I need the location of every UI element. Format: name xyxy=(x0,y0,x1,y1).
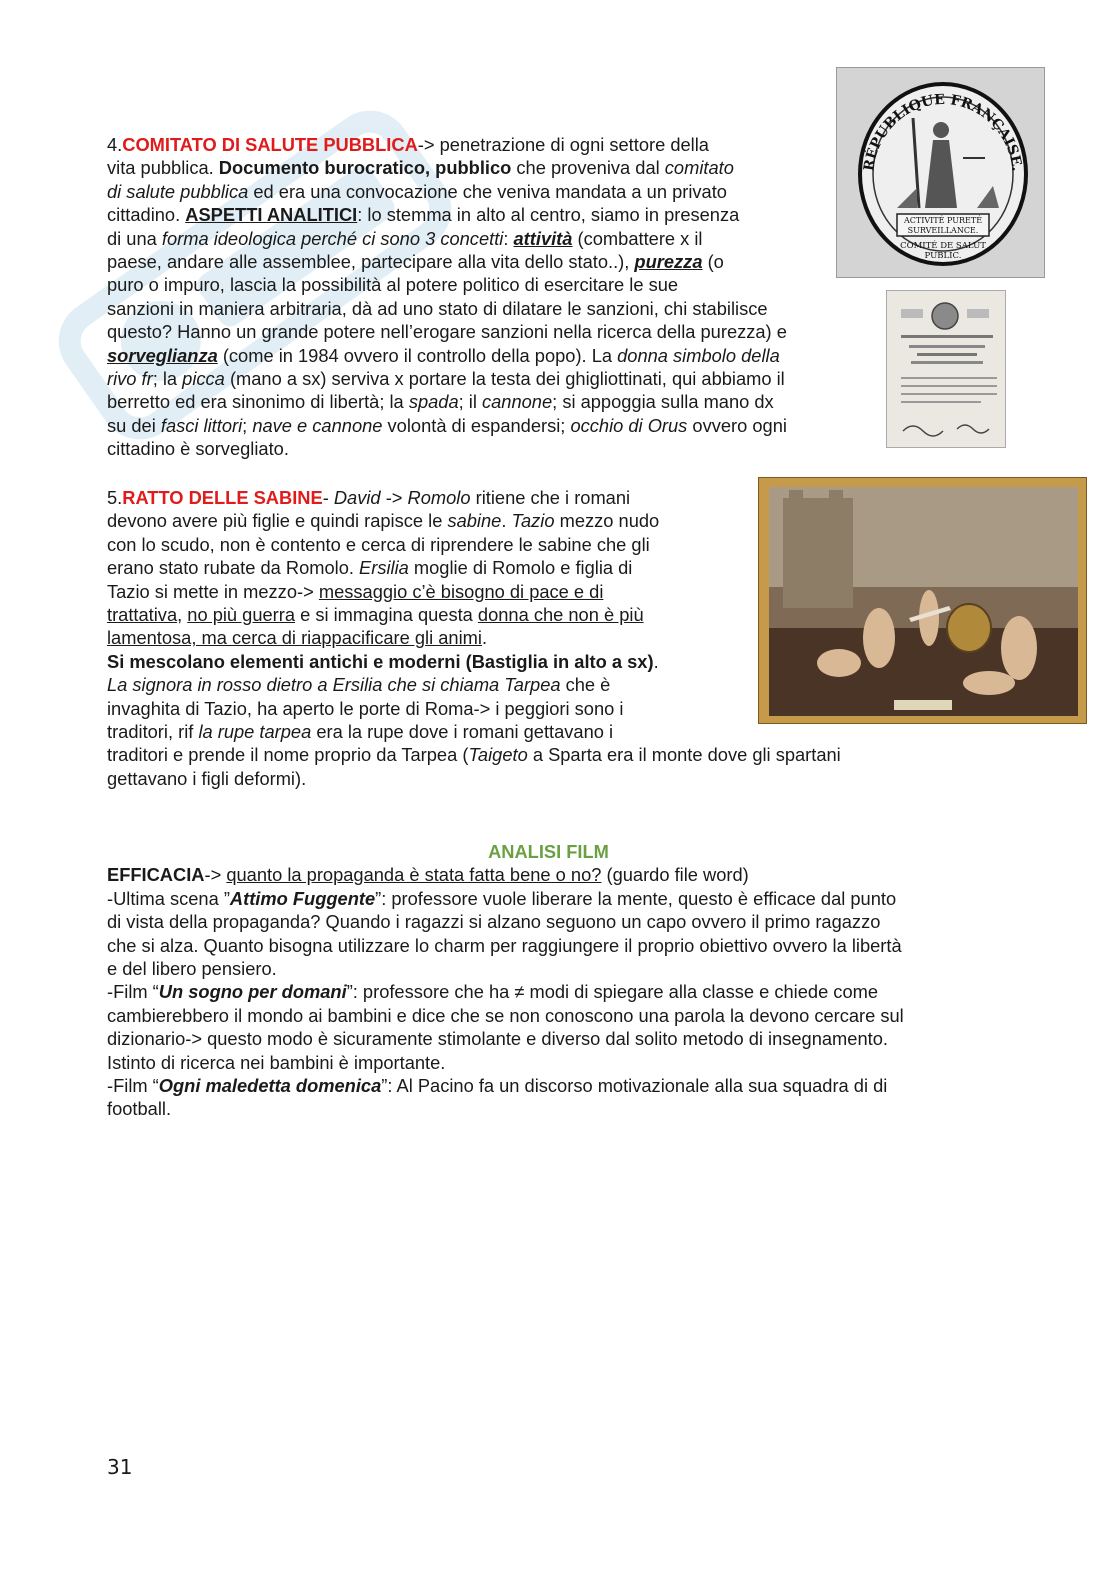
analisi-film-heading: ANALISI FILM xyxy=(488,841,609,862)
analisi-film-section: ANALISI FILM EFFICACIA-> quanto la propaganda è stata fatta bene o no? (guardo file word) -Ultima scena ”Attimo Fuggente”: professore vuole liberare la mente, questo è efficace dal punto di vista della propaganda? Quando i ragazzi si alzano seguono un capo ovvero il primo ragazzo che si alza. Quanto bisogna utilizzare lo charm per raggiungere il proprio obiettivo ovvero la libertà e del libero pensiero. -Film “Un sogno per domani”: professore che ha ≠ modi di spiegare alla classe e chiede come cambierebbero il mondo ai bambini e dice che se non conoscono una parola la devono cercare sul dizionario-> questo modo è sicuramente stimolante e diverso dal solito metodo di insegnamento. Istinto di ricerca nei bambini è importante. -Film “Ogni maledetta domenica”: Al Pacino fa un discorso motivazionale alla sua squadra di di football. xyxy=(107,840,1002,1121)
republique-seal-image xyxy=(836,67,1045,278)
seal-top-text: RÉPUBLIQUE FRANÇAISE. xyxy=(861,91,1025,173)
section-4-number: 4. xyxy=(107,134,123,155)
section-5: 5.RATTO DELLE SABINE- David -> Romolo ritiene che i romani devono avere più figlie e quindi rapisce le sabine. Tazio mezzo nudo con lo scudo, non è contento e cerca di riprendere le sabine che gli erano stato rubate da Romolo. Ersilia moglie di Romolo e figlia di Tazio si mette in mezzo-> messaggio c’è bisogno di pace e di trattativa, no più guerra e si immagina questa donna che non è più lamentosa, ma cerca di riappacificare gli animi. Si mescolano elementi antichi e moderni (Bastiglia in alto a sx). La signora in rosso dietro a Ersilia che si chiama Tarpea che è invaghita di Tazio, ha aperto le porte di Roma-> i peggiori sono i traditori, rif la rupe tarpea era la rupe dove i romani gettavano i traditori e prende il nome proprio da Tarpea (Taigeto a Sparta era il monte dove gli spartani gettavano i figli deformi). xyxy=(107,487,841,789)
svg-text:SURVEILLANCE.: SURVEILLANCE. xyxy=(907,226,979,235)
section-4: 4.COMITATO DI SALUTE PUBBLICA-> penetrazione di ogni settore della vita pubblica. Documento burocratico, pubblico che proveniva dal comitato di salute pubblica ed era una convocazione che veniva mandata a un privato cittadino. ASPETTI ANALITICI: lo stemma in alto al centro, siamo in presenza di una forma ideologica perché ci sono 3 concetti: attività (combattere x il paese, andare alle assemblee, partecipare alla vita dello stato..), purezza (o puro o impuro, lascia la possibilità al potere politico di esercitare le sue sanzioni in maniera arbitraria, dà ad uno stato di dilatare le sanzioni, chi stabilisce questo? Hanno un grande potere nell’erogare sanzioni nella ricerca della purezza) e sorveglianza (come in 1984 ovvero il controllo della popo). La donna simbolo della rivo fr; la picca (mano a sx) serviva x portare la testa dei ghigliottinati, qui abbiamo il berretto ed era sinonimo di libertà; la spada; il cannone; si appoggia sulla mano dx su dei fasci littori; nave e cannone volontà di espandersi; occhio di Orus ovvero ogni cittadino è sorvegliato. xyxy=(107,134,787,460)
aspetti-analitici-label: ASPETTI ANALITICI xyxy=(185,204,358,226)
convocation-document-image xyxy=(886,290,1006,448)
page-number: 31 xyxy=(107,1455,133,1479)
section-5-title: RATTO DELLE SABINE xyxy=(122,487,323,508)
svg-text:COMITÉ DE SALUT: COMITÉ DE SALUT xyxy=(900,241,986,251)
svg-text:PUBLIC.: PUBLIC. xyxy=(924,251,962,261)
sabine-women-painting-image xyxy=(758,477,1087,724)
section-4-title: COMITATO DI SALUTE PUBBLICA xyxy=(122,134,418,155)
svg-text:ACTIVITÉ PURETÉ: ACTIVITÉ PURETÉ xyxy=(903,216,983,225)
